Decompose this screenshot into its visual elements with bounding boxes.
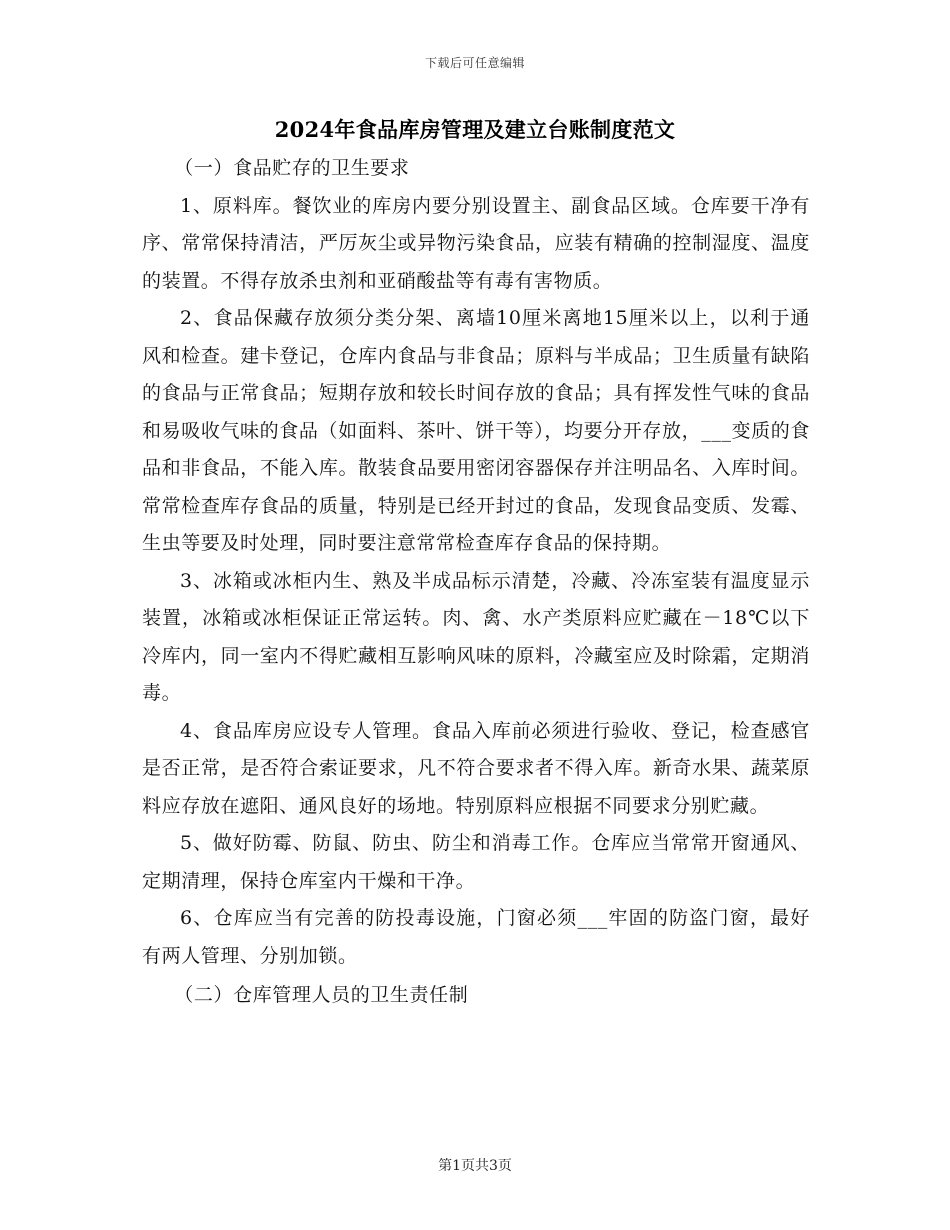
header-note: 下载后可任意编辑 bbox=[424, 56, 525, 70]
section-heading-2: （二）仓库管理人员的卫生责任制 bbox=[174, 984, 469, 1006]
paragraph-1: 1、原料库。餐饮业的库房内要分别设置主、副食品区域。仓库要干净有序、常常保持清洁，严厉灰尘或异物污染食品，应装有精确的控制湿度、温度的装置。不得存放杀虫剂和亚硝酸盐等有毒有害物质。 bbox=[142, 194, 810, 292]
paragraph-4: 4、食品库房应设专人管理。食品入库前必须进行验收、登记，检查感官是否正常，是否符合索证要求，凡不符合要求者不得入库。新奇水果、蔬菜原料应存放在遮阳、通风良好的场地。特别原料应根据不同要求分别贮藏。 bbox=[142, 719, 810, 817]
page-footer: 第1页共3页 bbox=[438, 1158, 512, 1174]
document-body bbox=[142, 148, 810, 1015]
document-title: 2024年食品库房管理及建立台账制度范文 bbox=[274, 117, 676, 142]
section-heading-1: （一）食品贮存的卫生要求 bbox=[174, 157, 410, 179]
paragraph-2: 2、食品保藏存放须分类分架、离墙10厘米离地15厘米以上，以利于通风和检查。建卡登记，仓库内食品与非食品；原料与半成品；卫生质量有缺陷的食品与正常食品；短期存放和较长时间存放的食品；具有挥发性气味的食品和易吸收气味的食品（如面料、茶叶、饼干等），均要分开存放，___变质的食品和非食品，不能入库。散装食品要用密闭容器保存并注明品名、入库时间。常常检查库存食品的质量，特别是已经开封过的食品，发现食品变质、发霉、生虫等要及时处理，同时要注意常常检查库存食品的保持期。 bbox=[142, 307, 810, 554]
paragraph-3: 3、冰箱或冰柜内生、熟及半成品标示清楚，冷藏、冷冻室装有温度显示装置，冰箱或冰柜保证正常运转。肉、禽、水产类原料应贮藏在－18℃以下冷库内，同一室内不得贮藏相互影响风味的原料，冷藏室应及时除霜，定期消毒。 bbox=[142, 569, 810, 704]
paragraph-6: 6、仓库应当有完善的防投毒设施，门窗必须___牢固的防盗门窗，最好有两人管理、分别加锁。 bbox=[142, 907, 810, 967]
paragraph-5: 5、做好防霉、防鼠、防虫、防尘和消毒工作。仓库应当常常开窗通风、定期清理，保持仓库室内干燥和干净。 bbox=[142, 832, 810, 892]
